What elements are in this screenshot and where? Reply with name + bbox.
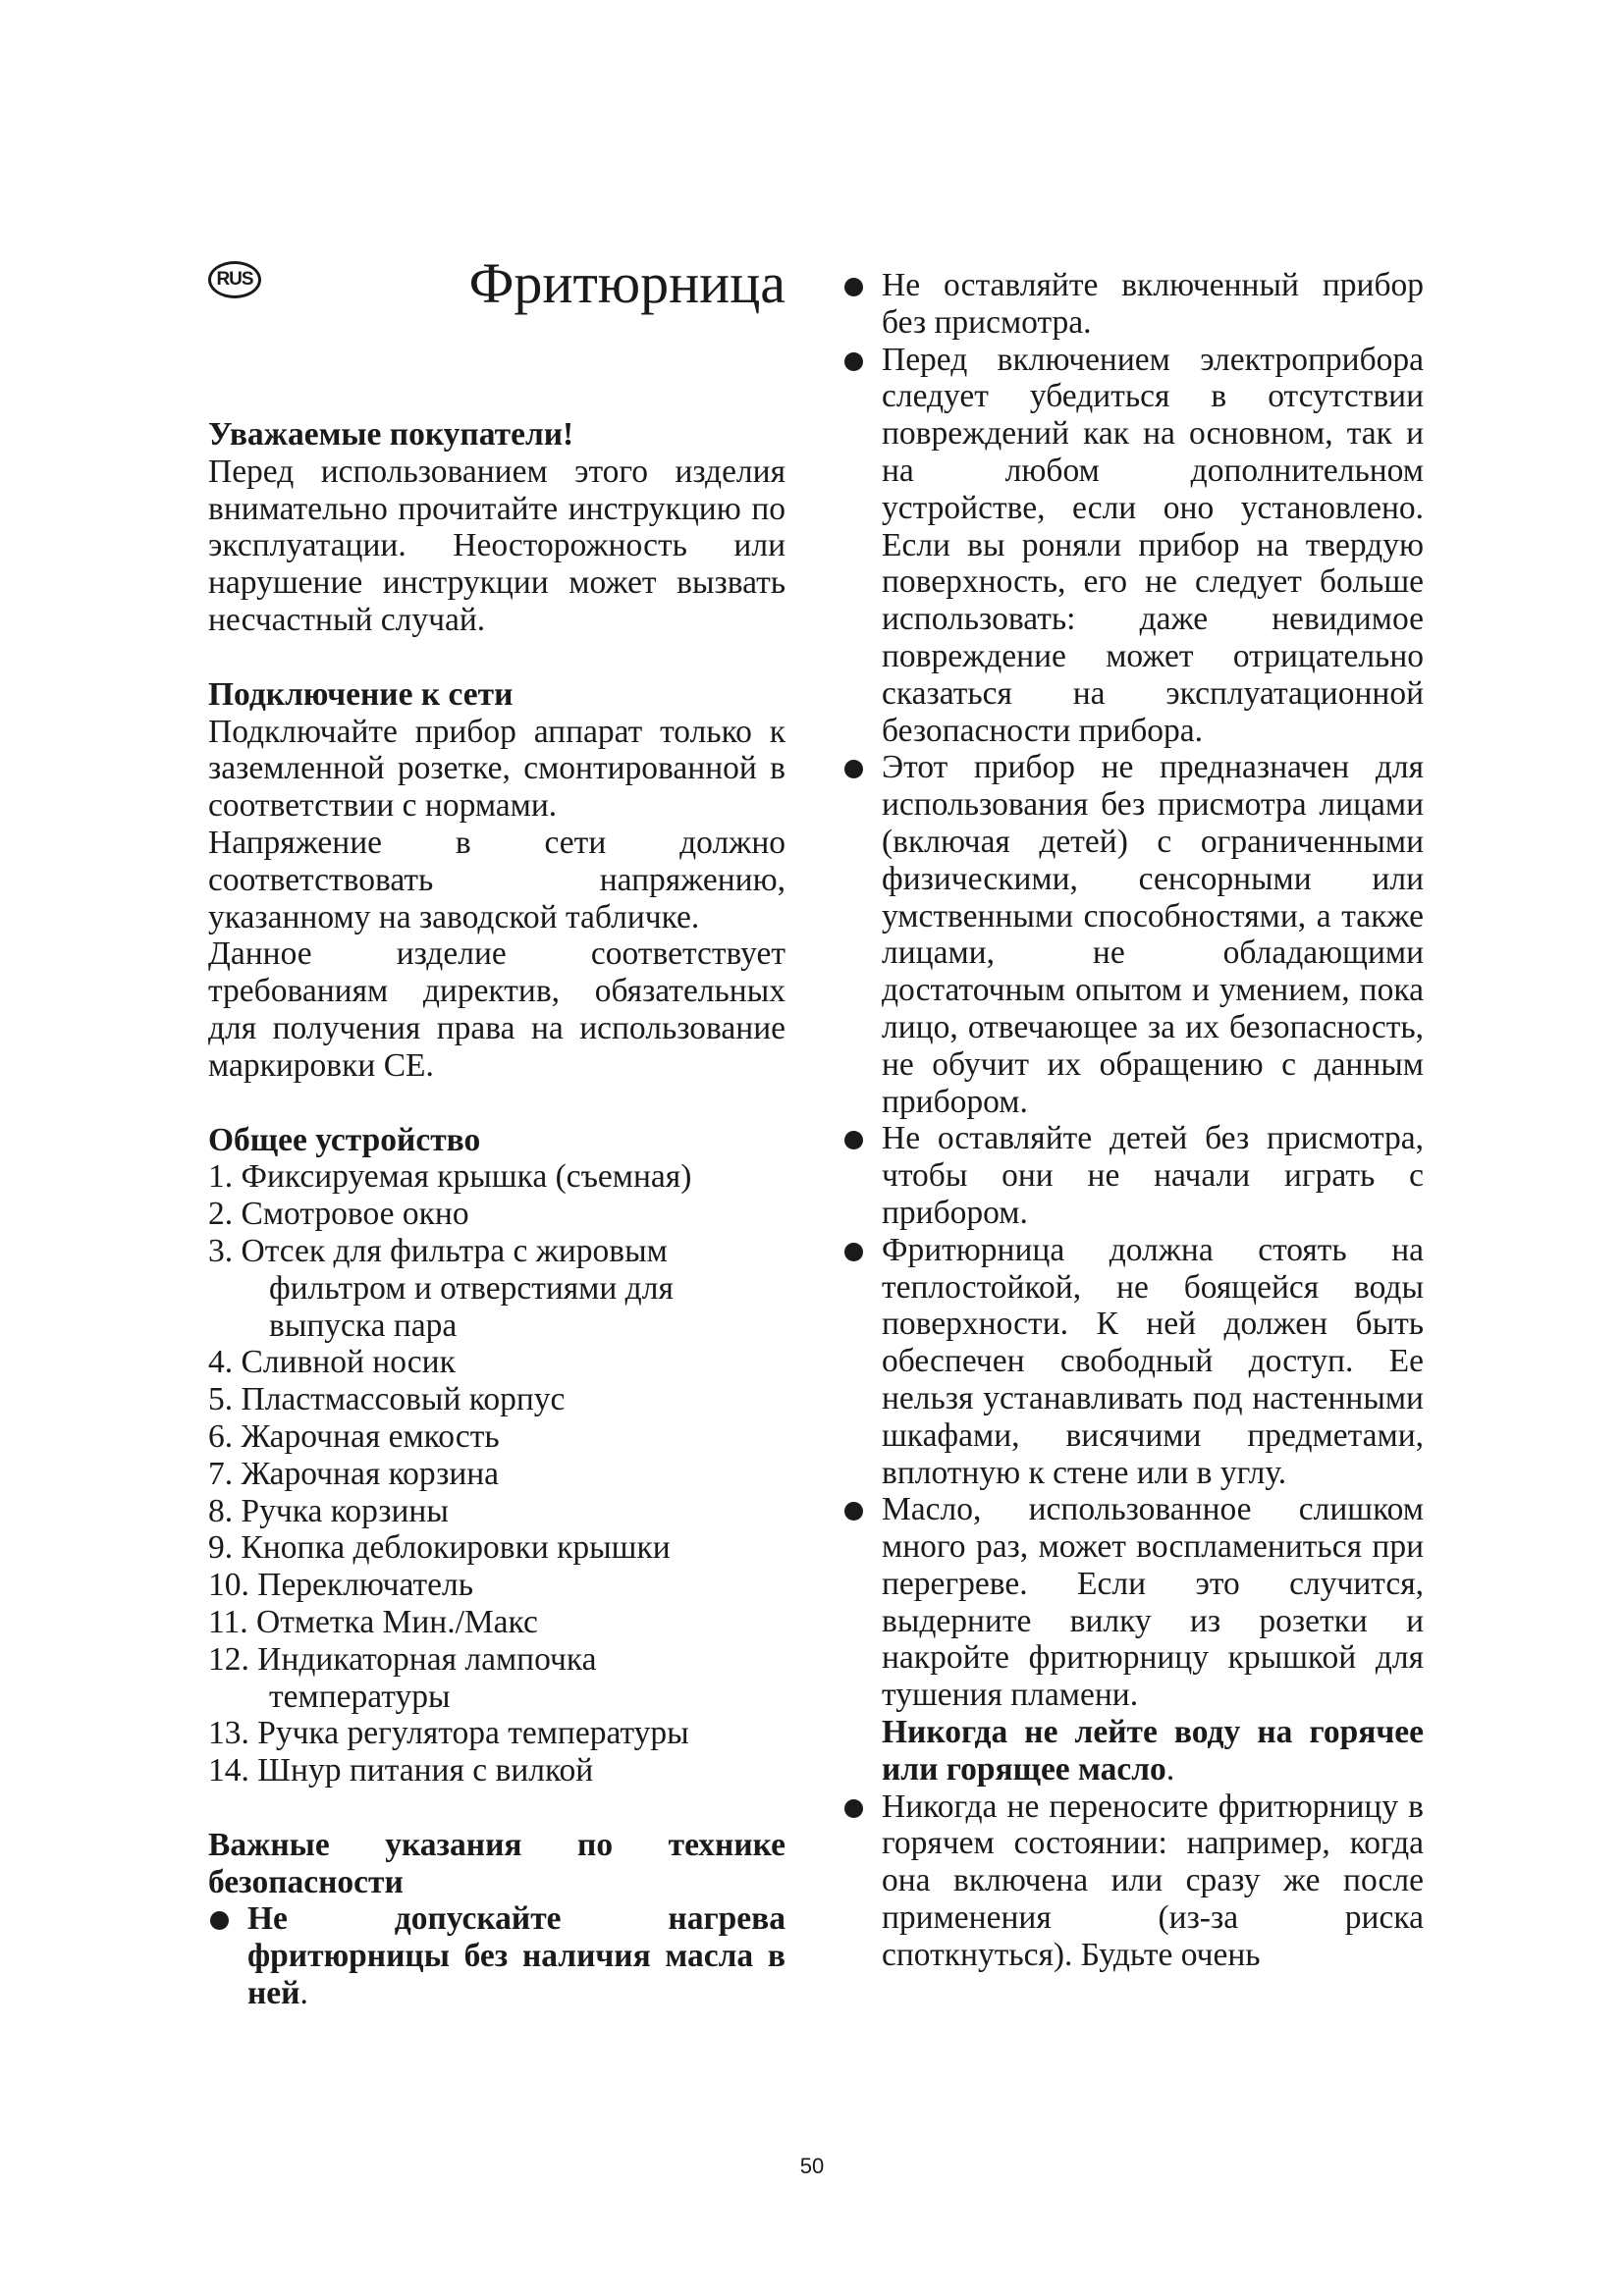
parts-list-item: 13. Ручка регулятора температуры xyxy=(208,1715,689,1752)
greeting-text: Перед использованием этого изделия внимательно прочитайте инструкцию по эксплуатации. Неосторожность или нарушение инструкции может вызвать несчастный случай. xyxy=(208,453,785,638)
safety-bullet-text: Никогда не переносите фритюрницу в горячем состоянии: например, когда она включена или сразу же после применения (из-за риска споткнуться). Будьте очень xyxy=(882,1788,1424,1973)
connection-paragraph: Подключайте прибор аппарат только к заземленной розетке, смонтированной в соответствии с нормами. xyxy=(208,713,785,825)
parts-list-item: 2. Смотровое окно xyxy=(208,1196,469,1233)
bullet-dot-icon xyxy=(844,1502,863,1521)
parts-heading: Общее устройство xyxy=(208,1121,481,1158)
parts-list xyxy=(208,1158,785,1789)
connection-heading: Подключение к сети xyxy=(208,675,514,713)
bullet-dot-icon xyxy=(844,1243,863,1261)
water-warning xyxy=(842,1714,1424,1789)
safety-heading: Важные указания по технике безопасности xyxy=(208,1826,785,1900)
right-column xyxy=(842,267,1424,1974)
safety-bullet-text: Масло, использованное слишком много раз, может воспламениться при перегреве. Если это случится, выдерните вилку из розетки и накройте фритюрницу крышкой для тушения пламени. xyxy=(882,1491,1424,1714)
parts-list-item: 11. Отметка Мин./Макс xyxy=(208,1603,538,1640)
safety-bullet xyxy=(842,1789,1424,1974)
safety-bullet-text: Перед включением электроприбора следует убедиться в отсутствии повреждений как на основном, так и на любом дополнительном устройстве, если оно установлено. Если вы роняли прибор на твердую поверхность, его не следует больше использовать: даже невидимое повреждение может отрицательно сказаться на эксплуатационной безопасности прибора. xyxy=(882,341,1424,749)
safety-bullet-text: Этот прибор не предназначен для использования без присмотра лицами (включая детей) с ограниченными физическими, сенсорными или умственными способностями, а также лицами, не обладающими достаточным опытом и умением, пока лицо, отвечающее за их безопасность, не обучит их обращению с данным прибором. xyxy=(882,749,1424,1120)
page-number: 50 xyxy=(799,2154,825,2178)
water-warning-text: Никогда не лейте воду на горячее или горящее масло xyxy=(882,1714,1424,1788)
safety-bullet-text: Фритюрница должна стоять на теплостойкой, не боящейся воды поверхности. К ней должен быть обеспечен свободный доступ. Ее нельзя устанавливать под настенными шкафами, висячими предметами, вплотную к стене или в углу. xyxy=(882,1231,1424,1491)
parts-list-item: 9. Кнопка деблокировки крышки xyxy=(208,1529,671,1567)
parts-list-item: 12. Индикаторная лампочка температуры xyxy=(208,1640,597,1715)
parts-list-item: 10. Переключатель xyxy=(208,1567,474,1604)
safety-bullet-text: Не оставляйте детей без присмотра, чтобы они не начали играть с прибором. xyxy=(882,1120,1424,1231)
safety-list-right xyxy=(842,267,1424,1714)
bullet-dot-icon xyxy=(844,278,863,296)
language-badge: RUS xyxy=(208,261,261,298)
bullet-dot-icon xyxy=(844,352,863,371)
safety-bullet xyxy=(208,1900,785,2011)
safety-bullet xyxy=(842,267,1424,342)
safety-bullet xyxy=(842,342,1424,750)
safety-bullet-text: Не оставляйте включенный прибор без присмотра. xyxy=(882,267,1424,341)
safety-bullet xyxy=(842,749,1424,1120)
connection-paragraph: Данное изделие соответствует требованиям директив, обязательных для получения права на использование маркировки CE. xyxy=(208,935,785,1084)
parts-list-item: 1. Фиксируемая крышка (съемная) xyxy=(208,1158,692,1196)
safety-bullet xyxy=(842,1491,1424,1714)
safety-bullet xyxy=(842,1120,1424,1231)
bullet-dot-icon xyxy=(844,760,863,778)
parts-list-item: 14. Шнур питания с вилкой xyxy=(208,1752,594,1789)
safety-bullet xyxy=(842,1232,1424,1492)
connection-paragraph: Напряжение в сети должно соответствовать напряжению, указанному на заводской табличке. xyxy=(208,824,785,935)
safety-bullet-bold: Не допускайте нагрева фритюрницы без наличия масла в ней xyxy=(247,1900,785,2012)
parts-list-item: 5. Пластмассовый корпус xyxy=(208,1381,566,1418)
greeting-heading: Уважаемые покупатели! xyxy=(208,416,574,453)
page-title: Фритюрница xyxy=(468,251,785,315)
parts-list-item: 3. Отсек для фильтра с жировым фильтром и отверстиями для выпуска пара xyxy=(208,1232,674,1344)
parts-list-item: 7. Жарочная корзина xyxy=(208,1455,500,1492)
parts-list-item: 8. Ручка корзины xyxy=(208,1492,449,1529)
parts-list-item: 4. Сливной носик xyxy=(208,1344,456,1381)
bullet-dot-icon xyxy=(210,1911,229,1930)
safety-list-left xyxy=(208,1900,785,2011)
bullet-dot-icon xyxy=(844,1799,863,1818)
title-row xyxy=(208,251,785,326)
bullet-dot-icon xyxy=(844,1131,863,1149)
safety-list-right-cont xyxy=(842,1789,1424,1974)
left-column xyxy=(208,251,785,2012)
safety-bullet-end: . xyxy=(299,1975,308,2012)
parts-list-item: 6. Жарочная емкость xyxy=(208,1417,500,1455)
water-warning-end: . xyxy=(1165,1750,1175,1788)
